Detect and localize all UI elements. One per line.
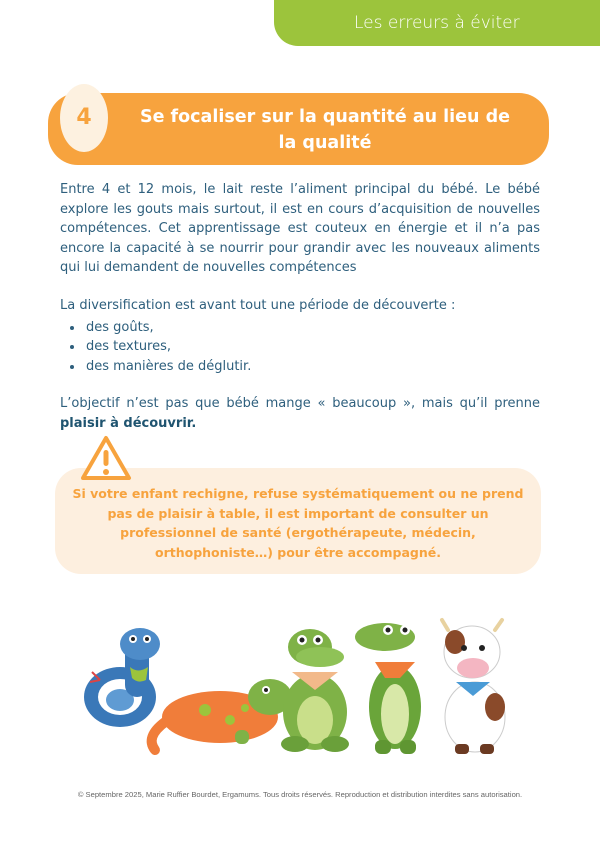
- crocodile-standing-illustration: [355, 623, 421, 754]
- crocodile-sitting-illustration: [281, 629, 349, 752]
- paragraph-3-text: L’objectif n’est pas que bébé mange « beaucoup », mais qu’il prenne: [60, 396, 540, 411]
- header-title: Les erreurs à éviter: [354, 13, 520, 33]
- list-item: • des goûts,: [84, 318, 540, 338]
- warning-triangle-icon: [80, 435, 132, 481]
- section-title: [120, 104, 530, 156]
- list-item: • des textures,: [84, 337, 540, 357]
- section-number-badge: 4: [60, 84, 108, 152]
- section-title-line1: Se focaliser sur la quantité au lieu de: [139, 107, 510, 127]
- list-item: • des manières de déglutir.: [84, 357, 540, 377]
- paragraph-3: [60, 394, 540, 433]
- paragraph-2-intro: La diversification est avant tout une période de découverte :: [60, 298, 456, 313]
- section-title-line2: la qualité: [278, 133, 372, 153]
- paragraph-2: [60, 296, 540, 376]
- paragraph-1: Entre 4 et 12 mois, le lait reste l’aliment principal du bébé. Le bébé explore les gouts mais surtout, il est en cours d’acquisition de nouvelles compétences. Cet apprentissage est couteux en énergie et il n’a pas encore la capacité à se nourrir pour grandir avec les nouveaux aliments qui lui demandent de nouvelles compétences: [60, 182, 540, 275]
- lizard-illustration: [152, 679, 292, 750]
- animal-mascots-illustration: [70, 612, 530, 760]
- header-tab: [274, 0, 600, 46]
- discovery-list: [60, 318, 540, 377]
- footer-copyright: © Septembre 2025, Marie Ruffier Bourdet, Ergamums. Tous droits réservés. Reproduction et distribution interdites sans autorisation.: [77, 790, 523, 799]
- warning-text: Si votre enfant rechigne, refuse systématiquement ou ne prend pas de plaisir à table, il est important de consulter un professionnel de santé (ergothérapeute, médecin, orthophoniste…) pour être accompagné.: [72, 486, 524, 560]
- cow-illustration: [442, 620, 505, 754]
- snake-illustration: [84, 628, 160, 727]
- paragraph-3-bold: plaisir à découvrir.: [60, 415, 197, 431]
